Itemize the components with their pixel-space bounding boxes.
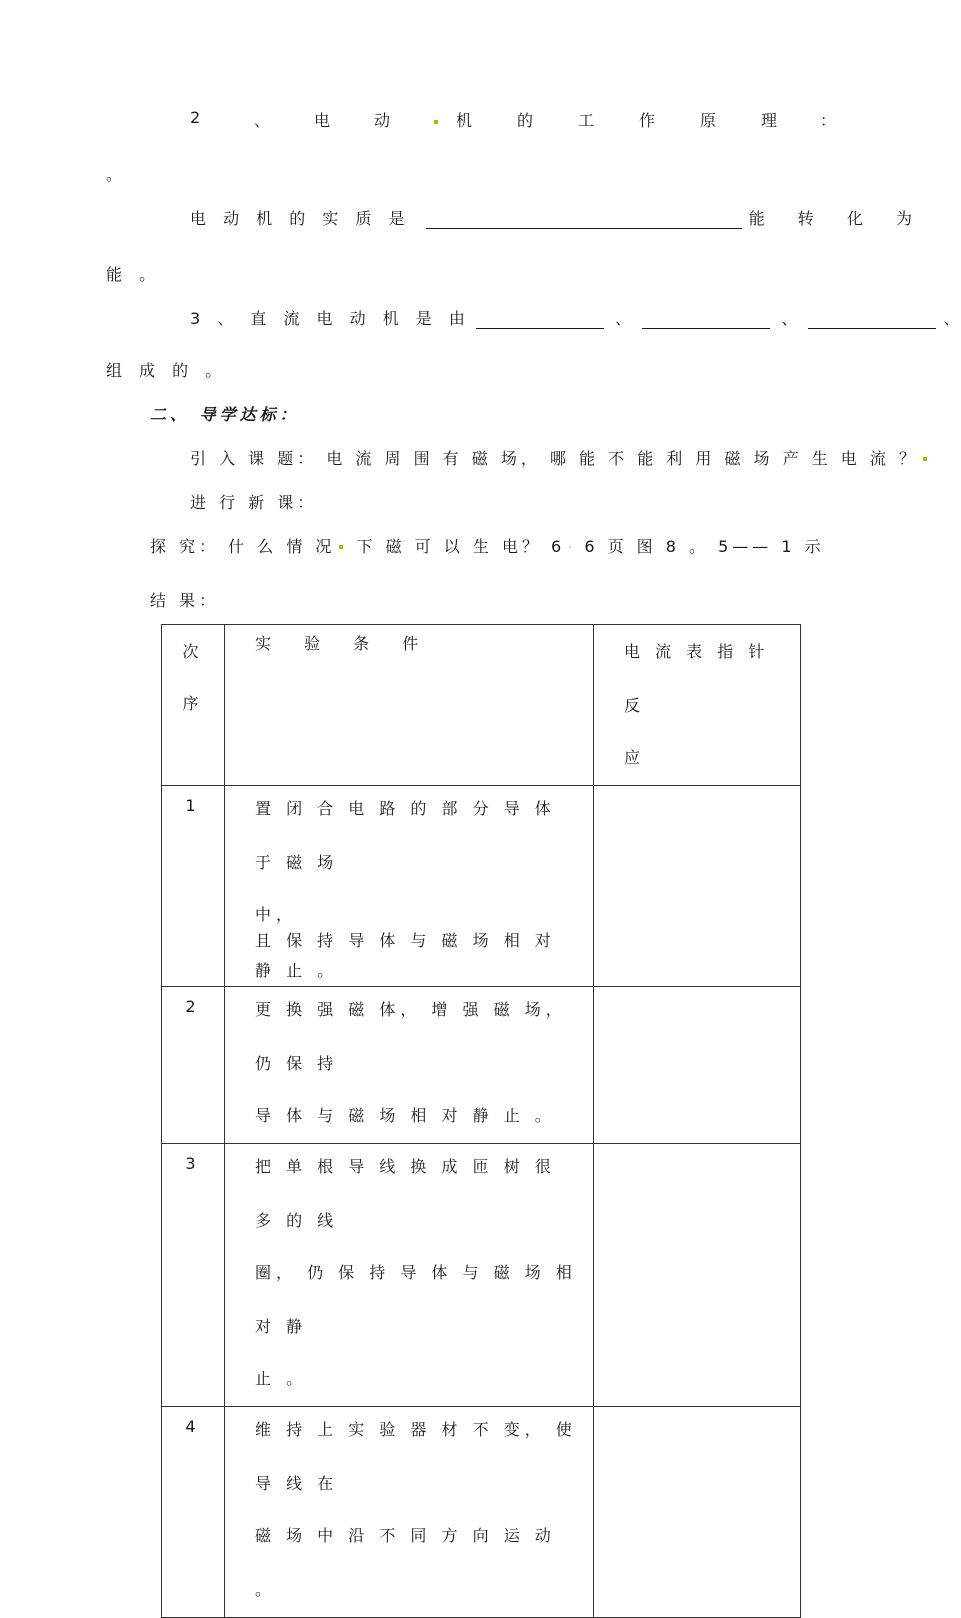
condition-line: 止 。 <box>255 1369 308 1388</box>
line1-char: 机 <box>456 111 473 130</box>
line1-char: 工 <box>578 111 595 130</box>
condition-line: 磁 场 中 沿 不 同 方 向 运 动 。 <box>255 1526 556 1599</box>
line3-prefix: 3 、 直 流 电 动 机 是 由 <box>190 309 471 328</box>
explore-part2: 下 磁 可 以 生 电？ 6 <box>356 537 566 556</box>
line1-continuation: 。 <box>106 165 123 184</box>
condition-line: 维 持 上 实 验 器 材 不 变， 使 导 线 在 <box>255 1420 577 1493</box>
explore-part3: 6 页 图 8 。 5—— 1 示 <box>584 537 825 556</box>
row-reaction <box>594 987 801 1144</box>
condition-line: 置 闭 合 电 路 的 部 分 导 体 于 磁 场 <box>255 799 556 872</box>
condition-line: 中， <box>255 905 298 924</box>
header-order-line2: 序 <box>182 694 204 713</box>
header-order-line1: 次 <box>182 642 204 661</box>
header-condition-text: 实 验 条 件 <box>255 634 433 653</box>
line3-continuation: 组 成 的 。 <box>106 361 228 380</box>
row-number: 1 <box>162 786 225 987</box>
explore-part1: 探 究： 什 么 情 况 <box>150 537 336 556</box>
row-number: 2 <box>162 987 225 1144</box>
header-reaction-line1: 电 流 表 指 针 反 <box>624 642 770 715</box>
row-number: 4 <box>162 1407 225 1618</box>
line1-char: 2 <box>190 108 201 127</box>
answer-blank <box>642 312 770 329</box>
row-condition <box>225 1407 594 1618</box>
answer-blank <box>808 312 936 329</box>
line1-char: ： <box>820 111 837 130</box>
line2-prefix: 电 动 机 的 实 质 是 <box>190 209 411 228</box>
result-label: 结 果： <box>150 591 220 610</box>
line2-suffix: 能 转 化 为 <box>748 209 926 228</box>
row-reaction <box>594 1144 801 1407</box>
table-row <box>162 1407 801 1618</box>
answer-blank <box>426 212 742 229</box>
header-reaction-line2: 应 <box>624 748 646 767</box>
table-row <box>162 1144 801 1407</box>
line1-char: 原 <box>700 111 717 130</box>
table-header-row <box>162 625 801 786</box>
highlight-dot <box>339 545 343 549</box>
row-condition <box>225 1144 594 1407</box>
condition-line: 更 换 强 磁 体， 增 强 磁 场， 仍 保 持 <box>255 1000 567 1073</box>
line1 <box>0 108 950 132</box>
condition-line: 把 单 根 导 线 换 成 匝 树 很 多 的 线 <box>255 1157 556 1230</box>
line1-char: 电 <box>314 111 331 130</box>
table-row <box>162 987 801 1144</box>
separator: 、 <box>943 309 960 328</box>
condition-line: 且 保 持 导 体 与 磁 场 相 对 静 止 。 <box>255 931 556 980</box>
row-number: 3 <box>162 1144 225 1407</box>
line1-char: 、 <box>254 111 271 130</box>
experiment-table <box>161 624 801 1618</box>
intro-line <box>190 446 931 469</box>
condition-line: 圈， 仍 保 持 导 体 与 磁 场 相 对 静 <box>255 1263 577 1336</box>
line3 <box>190 306 961 329</box>
row-reaction <box>594 786 801 987</box>
separator: 、 <box>615 309 632 328</box>
header-reaction <box>594 625 801 786</box>
new-lesson: 进 行 新 课： <box>190 493 318 512</box>
table-row <box>162 786 801 987</box>
line1-char: 动 <box>374 111 391 130</box>
intro-text: 引 入 课 题： 电 流 周 围 有 磁 场， 哪 能 不 能 利 用 磁 场 产 生 电 流 ？ <box>190 449 919 468</box>
highlight-dot <box>569 546 571 548</box>
separator: 、 <box>781 309 798 328</box>
row-condition <box>225 786 594 987</box>
line1-char: 作 <box>639 111 656 130</box>
line1-char: 理 <box>761 111 778 130</box>
line2-continuation: 能 。 <box>106 265 162 284</box>
row-reaction <box>594 1407 801 1618</box>
highlight-dot <box>923 457 927 461</box>
line1-char: 的 <box>517 111 534 130</box>
header-order <box>162 625 225 786</box>
highlight-dot <box>434 120 438 124</box>
section-heading: 二、 导学达标： <box>150 405 300 424</box>
header-condition <box>225 625 594 786</box>
line2 <box>190 206 926 229</box>
explore-line <box>150 534 825 557</box>
answer-blank <box>476 312 604 329</box>
row-condition <box>225 987 594 1144</box>
condition-line: 导 体 与 磁 场 相 对 静 止 。 <box>255 1106 556 1125</box>
